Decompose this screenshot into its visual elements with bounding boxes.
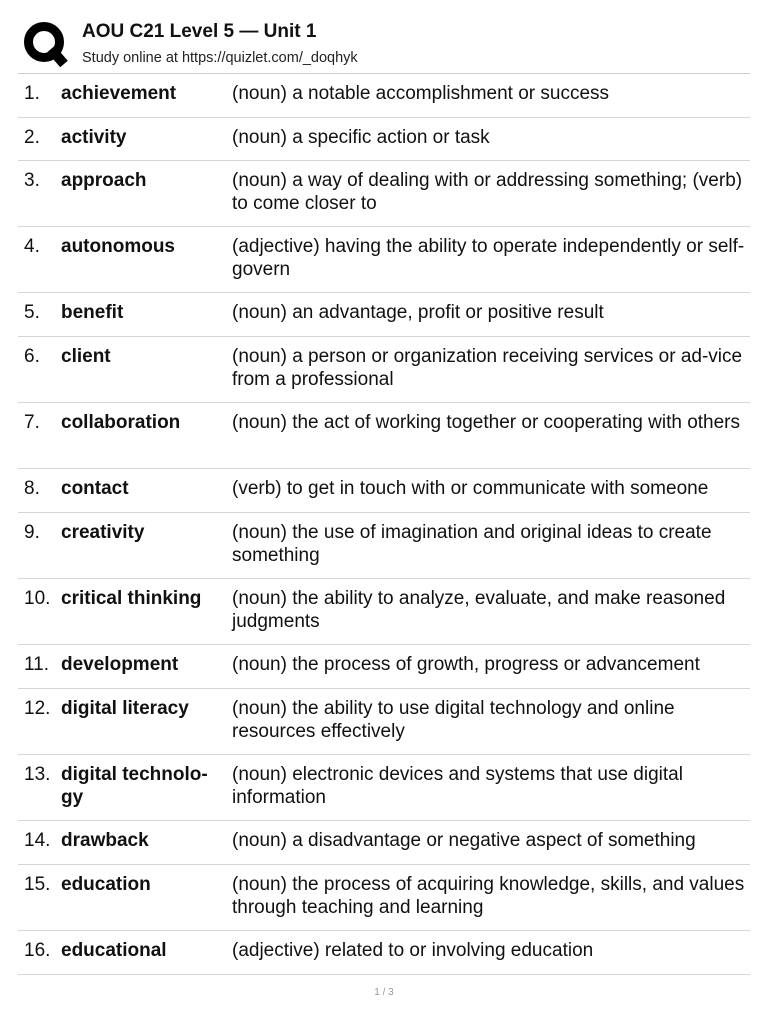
list-item xyxy=(18,755,750,821)
term: development xyxy=(61,654,179,675)
item-number: 7. xyxy=(24,412,40,433)
term: achievement xyxy=(61,83,177,104)
list-item xyxy=(18,74,750,118)
term: activity xyxy=(61,127,127,148)
term: critical thinking xyxy=(61,588,202,609)
list-item xyxy=(18,403,750,469)
definition: (noun) the act of working together or cooperating with others xyxy=(232,412,741,433)
definition: (verb) to get in touch with or communicate with someone xyxy=(232,478,709,499)
definition: (noun) the process of growth, progress or advancement xyxy=(232,654,700,675)
term: benefit xyxy=(61,302,124,323)
list-item xyxy=(18,293,750,337)
definition: (noun) a specific action or task xyxy=(232,127,490,148)
term: education xyxy=(61,874,151,895)
term: approach xyxy=(61,170,147,191)
definition: (noun) the use of imagination and original ideas to create something xyxy=(232,522,712,566)
list-item xyxy=(18,689,750,755)
page-number: 1 / 3 xyxy=(374,987,394,998)
definition: (noun) the ability to analyze, evaluate, and make reasoned judgments xyxy=(232,588,726,632)
item-number: 16. xyxy=(24,940,51,961)
item-number: 12. xyxy=(24,698,51,719)
term: educational xyxy=(61,940,167,961)
term: client xyxy=(61,346,111,367)
item-number: 5. xyxy=(24,302,40,323)
list-item xyxy=(18,469,750,513)
definition: (adjective) having the ability to operate independently or self-govern xyxy=(232,236,745,280)
list-item xyxy=(18,645,750,689)
item-number: 1. xyxy=(24,83,40,104)
term: digital technolo-gy xyxy=(61,764,208,808)
definition: (noun) the ability to use digital technology and online resources effectively xyxy=(232,698,675,742)
item-number: 11. xyxy=(24,654,50,675)
document-title: AOU C21 Level 5 — Unit 1 xyxy=(82,21,317,42)
list-item xyxy=(18,931,750,975)
item-number: 4. xyxy=(24,236,40,257)
list-item xyxy=(18,161,750,227)
list-item xyxy=(18,227,750,293)
list-item xyxy=(18,513,750,579)
term: digital literacy xyxy=(61,698,189,719)
definition: (noun) a disadvantage or negative aspect of something xyxy=(232,830,696,851)
quizlet-logo-icon xyxy=(20,18,70,70)
item-number: 13. xyxy=(24,764,51,785)
list-item xyxy=(18,579,750,645)
definition: (adjective) related to or involving education xyxy=(232,940,594,961)
item-number: 6. xyxy=(24,346,40,367)
item-number: 3. xyxy=(24,170,40,191)
study-online-link[interactable]: Study online at https://quizlet.com/_doqhyk xyxy=(82,50,358,66)
definition: (noun) electronic devices and systems that use digital information xyxy=(232,764,683,808)
definition: (noun) a way of dealing with or addressing something; (verb) to come closer to xyxy=(232,170,743,214)
list-item xyxy=(18,118,750,161)
item-number: 8. xyxy=(24,478,40,499)
list-item xyxy=(18,865,750,931)
list-item xyxy=(18,821,750,865)
definition: (noun) a person or organization receiving services or ad-vice from a professional xyxy=(232,346,743,390)
definition: (noun) an advantage, profit or positive result xyxy=(232,302,604,323)
term-list xyxy=(18,74,750,975)
term: creativity xyxy=(61,522,145,543)
definition: (noun) a notable accomplishment or success xyxy=(232,83,610,104)
item-number: 9. xyxy=(24,522,40,543)
term: collaboration xyxy=(61,412,181,433)
list-item xyxy=(18,337,750,403)
item-number: 2. xyxy=(24,127,40,148)
item-number: 15. xyxy=(24,874,51,895)
term: autonomous xyxy=(61,236,175,257)
definition: (noun) the process of acquiring knowledge, skills, and values through teaching and learning xyxy=(232,874,745,918)
term: drawback xyxy=(61,830,149,851)
term: contact xyxy=(61,478,129,499)
item-number: 14. xyxy=(24,830,51,851)
item-number: 10. xyxy=(24,588,51,609)
page-header xyxy=(0,0,768,74)
